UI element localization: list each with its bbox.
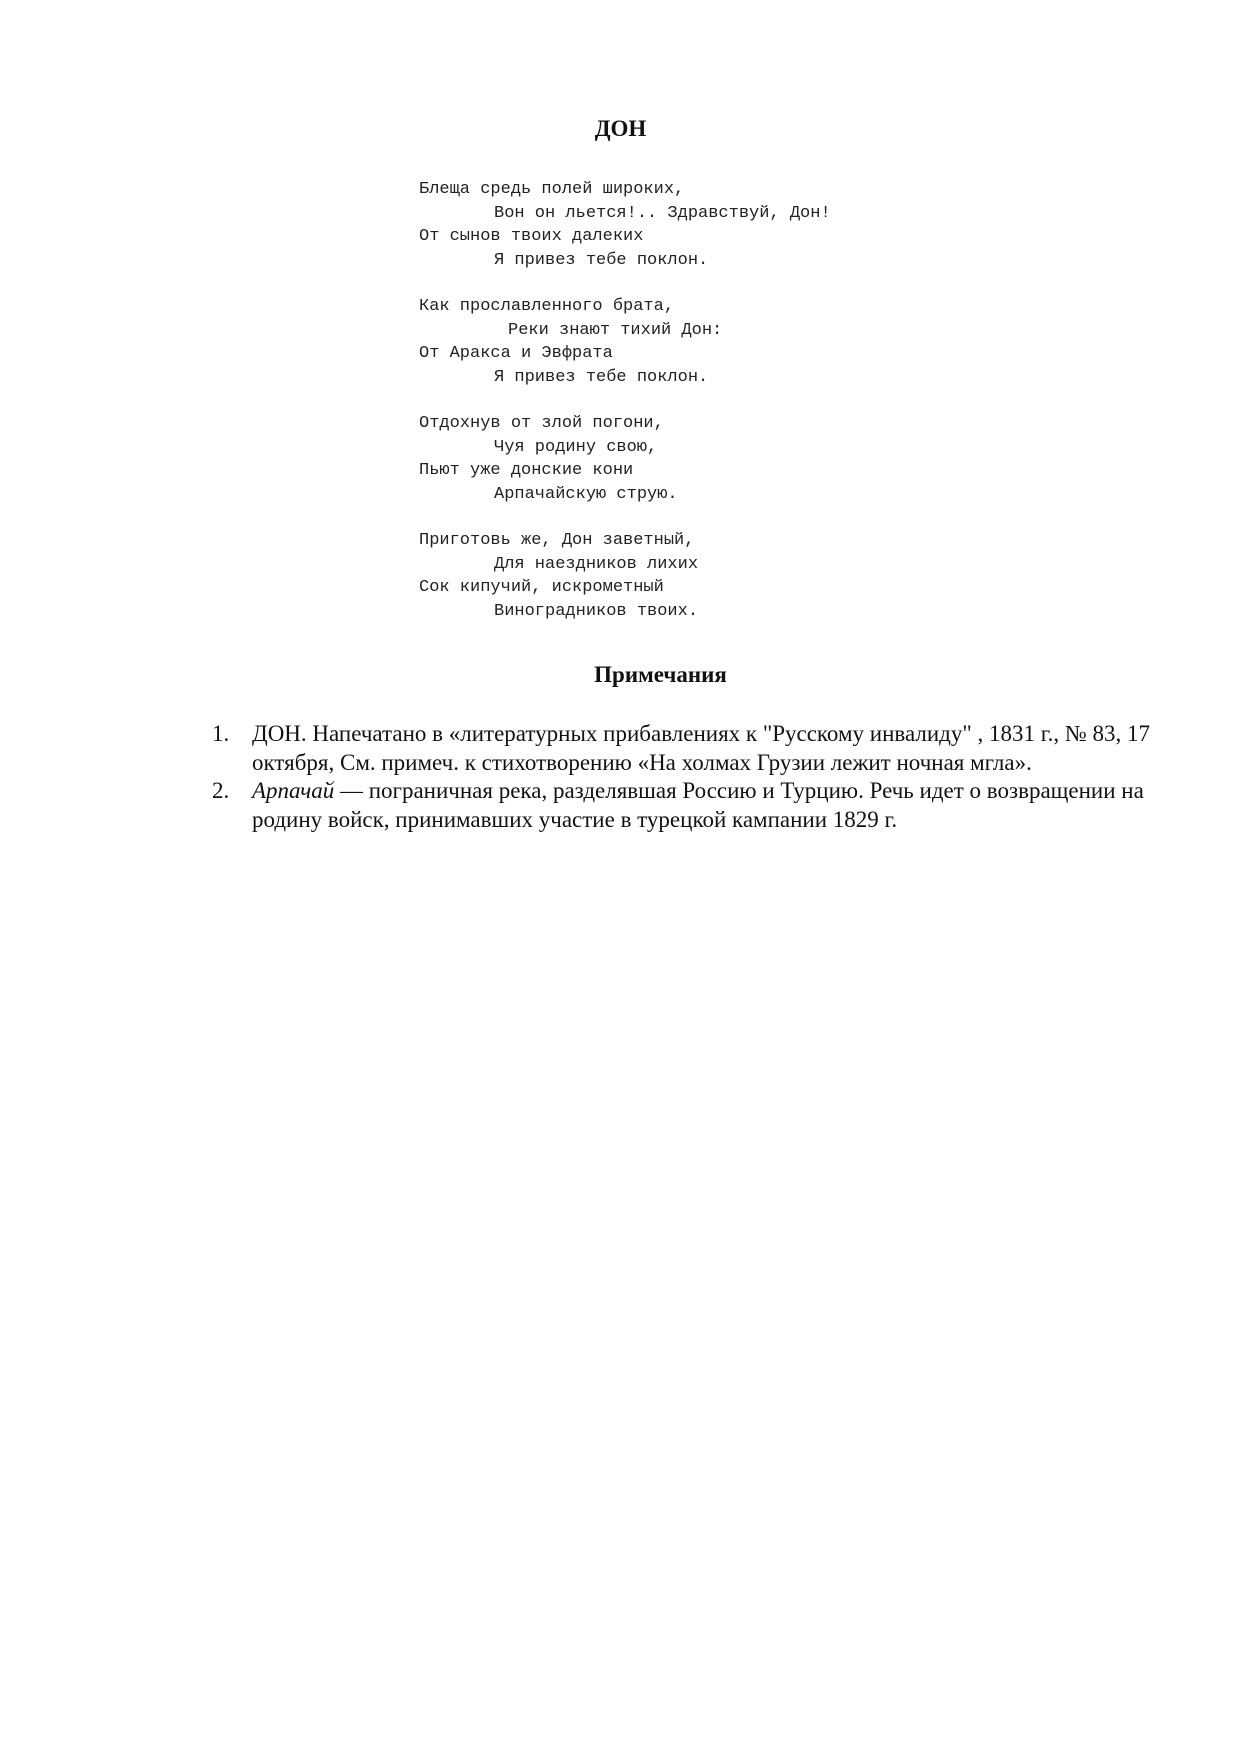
note-text: ДОН. Напечатано в «литературных прибавлениях к "Русскому инвалиду" , 1831 г., № 83, 17 октября, См. примеч. к стихотворению «На холмах Грузии лежит ночная мгла».	[252, 721, 1151, 775]
poem-stanza	[419, 529, 831, 623]
note-item	[212, 720, 1162, 777]
note-term: Арпачай	[252, 778, 335, 803]
poem-line: Пьют уже донские кони	[419, 461, 634, 480]
poem-line: Я привез тебе поклон.	[494, 367, 709, 387]
poem-line: Я привез тебе поклон.	[494, 250, 709, 270]
poem-stanza	[419, 412, 831, 506]
poem-line: Для наездников лихих	[494, 554, 699, 574]
poem-line: Сок кипучий, искрометный	[419, 578, 664, 597]
poem-stanza	[419, 295, 831, 389]
poem-line: От сынов твоих далеких	[419, 227, 644, 246]
poem-line: Виноградников твоих.	[494, 601, 699, 621]
poem-line: Арпачайскую струю.	[494, 484, 678, 504]
poem-line: Реки знают тихий Дон:	[508, 320, 723, 340]
page-title: ДОН	[594, 116, 647, 141]
note-number: 2.	[212, 778, 230, 803]
poem-line: От Аракса и Эвфрата	[419, 344, 613, 363]
notes-title: Примечания	[594, 662, 727, 687]
poem-stanza	[419, 178, 831, 272]
poem-line: Вон он льется!.. Здравствуй, Дон!	[494, 203, 831, 223]
poem-line: Как прославленного брата,	[419, 297, 675, 316]
note-number: 1.	[212, 721, 230, 746]
poem-line: Приготовь же, Дон заветный,	[419, 531, 695, 550]
notes-list	[212, 720, 1162, 834]
poem-line: Отдохнув от злой погони,	[419, 414, 664, 433]
note-text: — пограничная река, разделявшая Россию и Турцию. Речь идет о возвращении на родину войск, принимавших участие в турецкой кампании 1829 г.	[252, 778, 1144, 832]
poem	[419, 178, 831, 646]
note-item	[212, 777, 1162, 834]
poem-line: Блеща средь полей широких,	[419, 180, 685, 199]
poem-line: Чуя родину свою,	[494, 437, 658, 457]
